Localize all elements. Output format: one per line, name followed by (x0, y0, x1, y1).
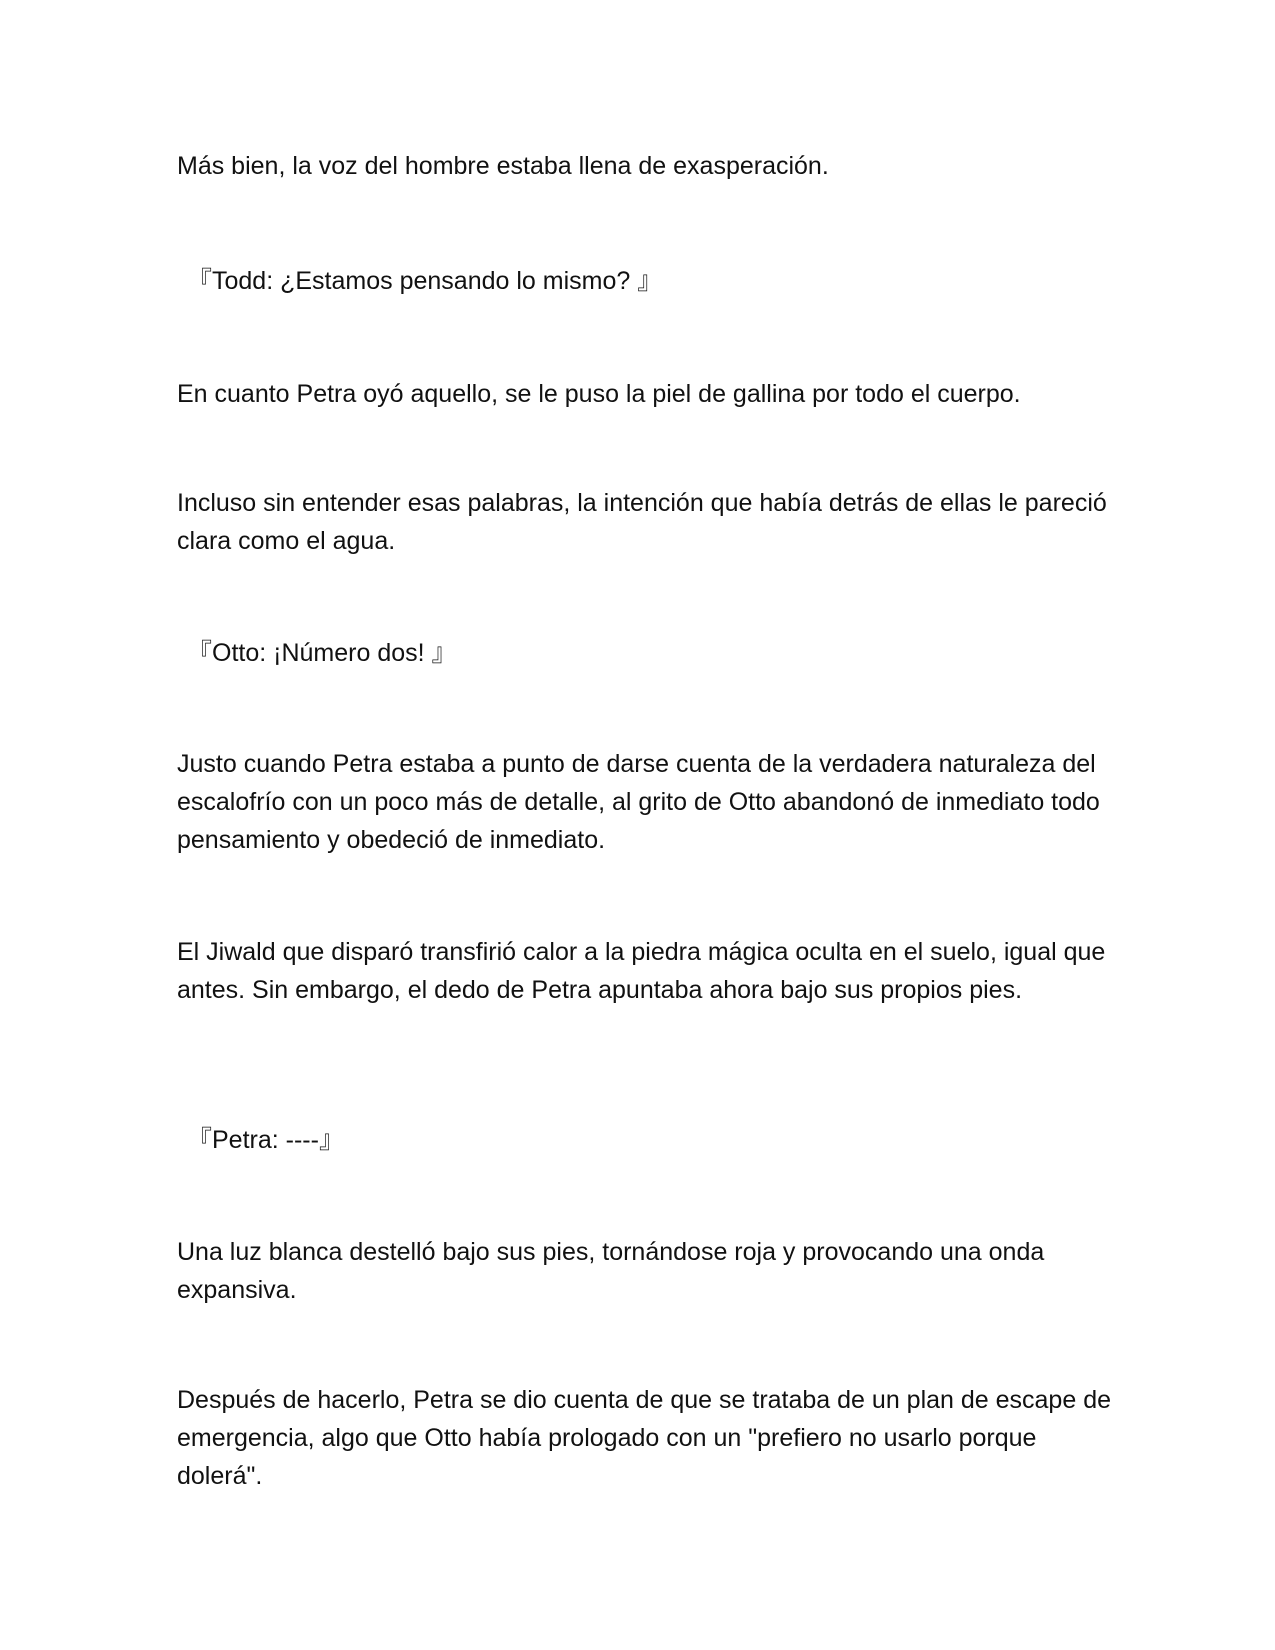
paragraph-4: Incluso sin entender esas palabras, la intención que había detrás de ellas le pareció clara como el agua. (177, 489, 1107, 555)
paragraph-9: Una luz blanca destelló bajo sus pies, tornándose roja y provocando una onda expansiva. (177, 1238, 1045, 1304)
dialogue-todd: 『Todd: ¿Estamos pensando lo mismo? 』 (187, 267, 663, 295)
dialogue-otto: 『Otto: ¡Número dos! 』 (187, 639, 457, 667)
paragraph-7: El Jiwald que disparó transfirió calor a la piedra mágica oculta en el suelo, igual que antes. Sin embargo, el dedo de Petra apuntaba ahora bajo sus propios pies. (177, 938, 1106, 1004)
paragraph-6: Justo cuando Petra estaba a punto de darse cuenta de la verdadera naturaleza del escalofrío con un poco más de detalle, al grito de Otto abandonó de inmediato todo pensamiento y obedeció de inmediato. (177, 750, 1100, 854)
paragraph-1: Más bien, la voz del hombre estaba llena de exasperación. (177, 152, 829, 180)
dialogue-petra: 『Petra: ----』 (187, 1126, 344, 1154)
paragraph-10: Después de hacerlo, Petra se dio cuenta de que se trataba de un plan de escape de emergencia, algo que Otto había prologado con un "prefiero no usarlo porque dolerá". (177, 1386, 1111, 1490)
paragraph-3: En cuanto Petra oyó aquello, se le puso la piel de gallina por todo el cuerpo. (177, 380, 1021, 408)
